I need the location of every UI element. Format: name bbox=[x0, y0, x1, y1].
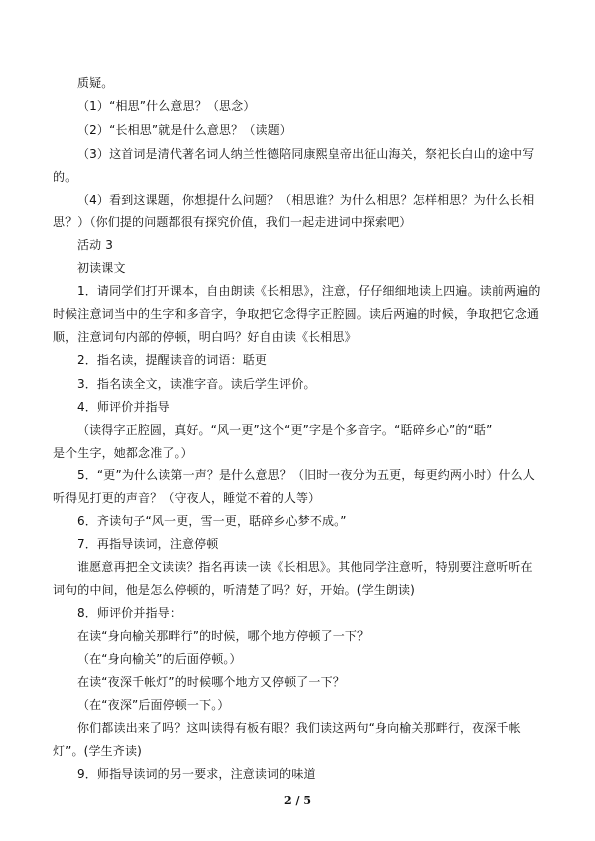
text-line: 质疑。 bbox=[77, 76, 114, 90]
text-line: 在读“夜深千帐灯”的时候哪个地方又停顿了一下？ bbox=[77, 675, 345, 689]
text-line: 时候注意词当中的生字和多音字，争取把它念得字正腔圆。读后两遍的时候，争取把它念通 bbox=[53, 307, 540, 321]
text-line: 在读“身向榆关那畔行”的时候，哪个地方停顿了一下？ bbox=[77, 629, 370, 643]
text-line: 初读课文 bbox=[77, 261, 126, 275]
page-number: 2 / 5 bbox=[284, 794, 311, 807]
text-line: 3．指名读全文，读准字音。读后学生评价。 bbox=[77, 377, 316, 391]
text-line: 你们都读出来了吗？这叫读得有板有眼？我们读这两句“身向榆关那畔行，夜深千帐 bbox=[77, 721, 521, 735]
text-line: 6．齐读句子“风一更，雪一更，聒碎乡心梦不成。” bbox=[77, 514, 347, 528]
text-line: 9．师指导读词的另一要求，注意读词的味道 bbox=[77, 767, 316, 781]
text-line: 词句的中间，他是怎么停顿的，听清楚了吗？好，开始。(学生朗读) bbox=[53, 583, 416, 597]
text-line: 活动 3 bbox=[77, 238, 114, 252]
text-line: 思？）（你们提的问题都很有探究价值，我们一起走进词中探索吧） bbox=[53, 215, 412, 229]
text-line: （2）“长相思”就是什么意思？（读题） bbox=[77, 123, 292, 137]
text-line: 7．再指导读词，注意停顿 bbox=[77, 537, 219, 551]
text-line: （在“身向榆关”的后面停顿。） bbox=[77, 652, 242, 666]
text-line: 灯”。(学生齐读) bbox=[53, 744, 142, 758]
text-line: 是个生字，她都念准了。） bbox=[53, 446, 193, 460]
text-line: （读得字正腔圆，真好。“风一更”这个“更”字是个多音字。“聒碎乡心”的“聒” bbox=[77, 423, 493, 437]
text-line: 1．请同学们打开课本，自由朗读《长相思》，注意，仔仔细细地读上四遍。读前两遍的 bbox=[77, 284, 541, 298]
text-line: 顺，注意词句内部的停顿，明白吗？好自由读《长相思》 bbox=[53, 330, 357, 344]
text-line: （在“夜深”后面停顿一下。） bbox=[77, 698, 230, 712]
text-line: 的。 bbox=[53, 170, 78, 184]
text-line: 5．“更”为什么读第一声？是什么意思？（旧时一夜分为五更，每更约两小时）什么人 bbox=[77, 468, 535, 482]
text-line: （1）“相思”什么意思？（思念） bbox=[77, 99, 256, 113]
text-line: 听得见打更的声音？（守夜人，睡觉不着的人等） bbox=[53, 491, 321, 505]
text-line: 谁愿意再把全文读读？指名再读一读《长相思》。其他同学注意听，特别要注意听听在 bbox=[77, 560, 533, 574]
text-line: （3）这首词是清代著名词人纳兰性德陪同康熙皇帝出征山海关，祭祀长白山的途中写 bbox=[77, 147, 535, 161]
text-line: 4．师评价并指导 bbox=[77, 400, 170, 414]
text-line: （4）看到这课题，你想提什么问题？（相思谁？为什么相思？怎样相思？为什么长相 bbox=[77, 193, 535, 207]
text-line: 8．师评价并指导： bbox=[77, 606, 182, 620]
text-line: 2．指名读，提醒读音的词语：聒更 bbox=[77, 353, 268, 367]
